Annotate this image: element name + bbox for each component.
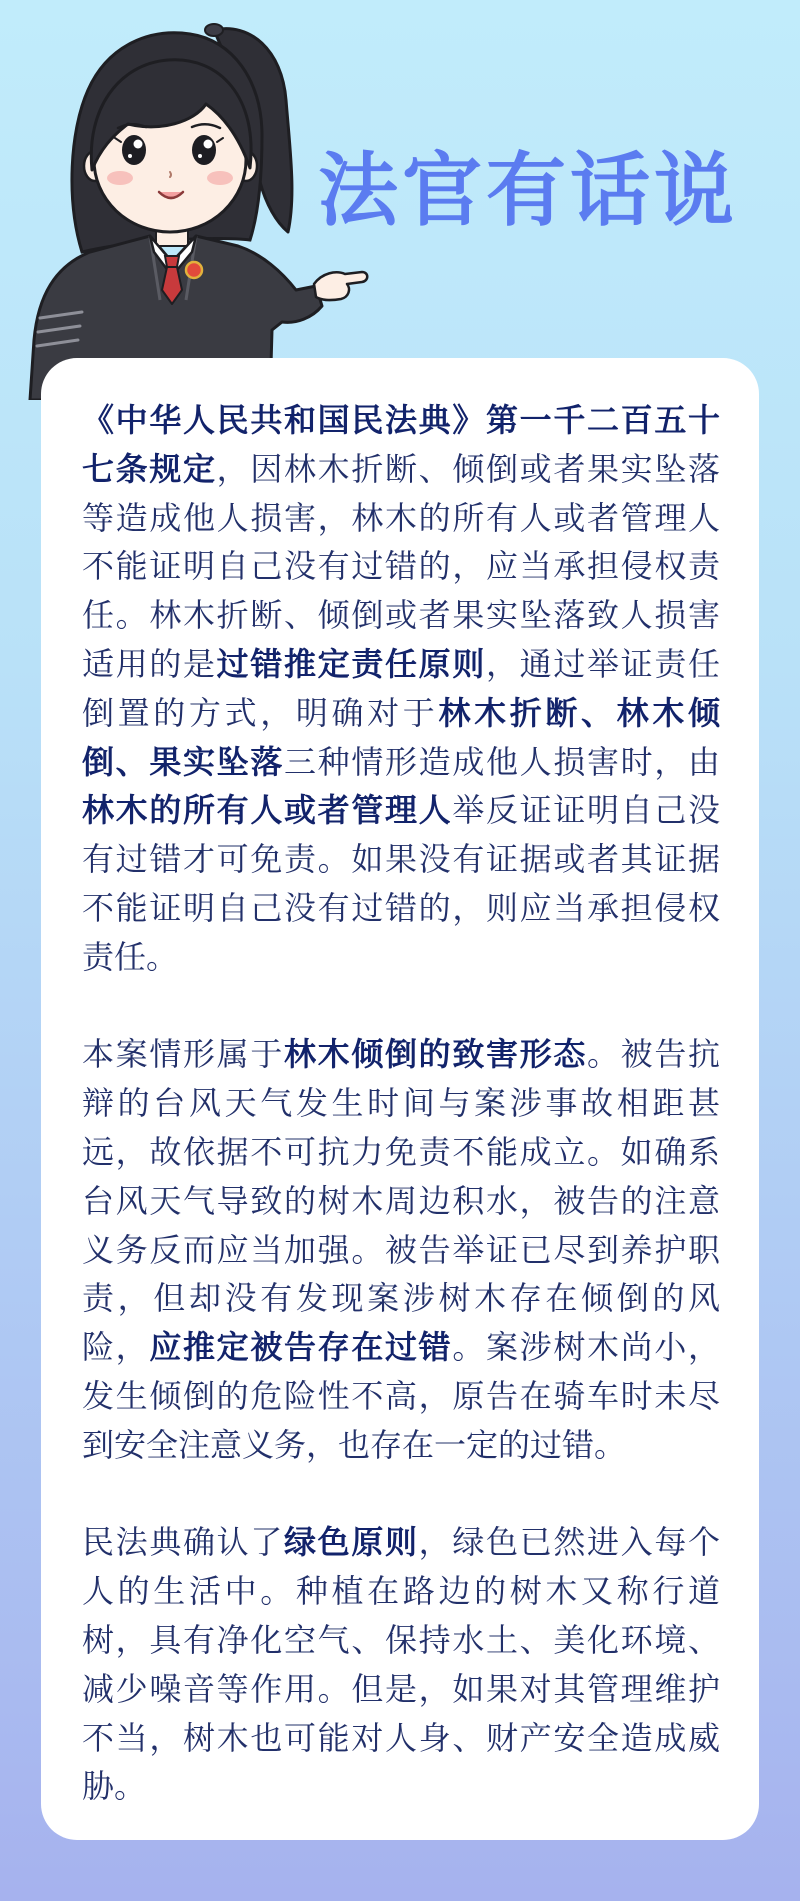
text-line [82, 396, 720, 445]
text-segment: 台风天气导致的树木周边积水，被告的注意 [82, 1181, 720, 1220]
text-line [82, 542, 720, 591]
text-segment: 到安全注意义务，也存在一定的过错。 [82, 1425, 627, 1464]
bold-text: 过错推定责任原则 [216, 644, 486, 683]
text-line [82, 1323, 720, 1372]
text-segment: 举反证证明自己没 [452, 791, 720, 830]
text-segment: 倒置的方式，明确对于 [82, 693, 439, 732]
text-line [82, 1714, 720, 1763]
text-segment: 辩的台风天气发生时间与案涉事故相距甚 [82, 1084, 720, 1123]
text-line [82, 1079, 720, 1128]
bold-text: 七条规定 [82, 449, 217, 488]
text-segment: 险， [82, 1328, 150, 1367]
text-line [82, 738, 720, 787]
text-segment: 不能证明自己没有过错的，应当承担侵权责 [82, 547, 720, 586]
text-line [82, 1421, 720, 1470]
text-line [82, 591, 720, 640]
text-line [82, 835, 720, 884]
text-segment: 民法典确认了 [82, 1523, 284, 1562]
text-line [82, 1762, 720, 1811]
text-line [82, 1128, 720, 1177]
text-line [82, 640, 720, 689]
page-title: 法官有话说 [318, 146, 738, 235]
text-segment: 有过错才可免责。如果没有证据或者其证据 [82, 840, 720, 879]
text-segment: 等造成他人损害，林木的所有人或者管理人 [82, 498, 720, 537]
text-segment: 胁。 [82, 1767, 147, 1806]
text-segment: 责，但却没有发现案涉树木存在倾倒的风 [82, 1279, 720, 1318]
text-segment: 。案涉树木尚小， [452, 1328, 720, 1367]
text-line [82, 445, 720, 494]
left-eye [122, 135, 146, 165]
text-line [82, 884, 720, 933]
text-segment: 不能证明自己没有过错的，则应当承担侵权 [82, 888, 720, 927]
text-segment: 适用的是 [82, 644, 217, 683]
text-segment: 远，故依据不可抗力免责不能成立。如确系 [82, 1132, 720, 1171]
paragraph [82, 396, 720, 982]
text-segment: 不当，树木也可能对人身、财产安全造成威 [82, 1718, 720, 1757]
text-line [82, 1274, 720, 1323]
text-line [82, 1518, 720, 1567]
text-segment: ，绿色已然进入每个 [418, 1523, 720, 1562]
content-card [41, 358, 759, 1840]
pointing-hand [314, 272, 367, 300]
text-segment: 责任。 [82, 937, 179, 976]
text-segment: 树，具有净化空气、保持水土、美化环境、 [82, 1620, 720, 1659]
text-segment: 发生倾倒的危险性不高，原告在骑车时未尽 [82, 1376, 720, 1415]
text-line [82, 933, 720, 982]
bold-text: 绿色原则 [284, 1523, 419, 1562]
text-segment: ，因林木折断、倾倒或者果实坠落 [216, 449, 720, 488]
text-segment: 义务反而应当加强。被告举证已尽到养护职 [82, 1230, 720, 1269]
text-line [82, 1177, 720, 1226]
bold-text: 应推定被告存在过错 [149, 1328, 453, 1367]
bold-text: 倒、果实坠落 [82, 742, 284, 781]
text-segment: 减少噪音等作用。但是，如果对其管理维护 [82, 1669, 720, 1708]
paragraph [82, 1518, 720, 1811]
text-segment: ，通过举证责任 [486, 644, 720, 683]
text-segment: 人的生活中。种植在路边的树木又称行道 [82, 1572, 720, 1611]
text-line [82, 494, 720, 543]
text-segment: 。被告抗 [586, 1035, 720, 1074]
bold-text: 《中华人民共和国民法典》第一千二百五十 [82, 401, 720, 439]
text-line [82, 1616, 720, 1665]
paragraph [82, 1030, 720, 1469]
bold-text: 林木折断、林木倾 [438, 693, 720, 732]
right-eye [192, 135, 216, 165]
text-line [82, 1665, 720, 1714]
bold-text: 林木的所有人或者管理人 [82, 791, 453, 830]
text-segment: 本案情形属于 [82, 1035, 284, 1074]
tie-knot [165, 256, 179, 267]
hair-tie [205, 24, 223, 36]
text-line [82, 1030, 720, 1079]
text-line [82, 786, 720, 835]
court-badge-icon [186, 262, 202, 278]
text-line [82, 1372, 720, 1421]
bold-text: 林木倾倒的致害形态 [284, 1035, 587, 1074]
text-line [82, 1226, 720, 1275]
text-segment: 三种情形造成他人损害时，由 [284, 742, 720, 781]
text-line [82, 689, 720, 738]
text-line [82, 1567, 720, 1616]
text-segment: 任。林木折断、倾倒或者果实坠落致人损害 [82, 596, 720, 635]
